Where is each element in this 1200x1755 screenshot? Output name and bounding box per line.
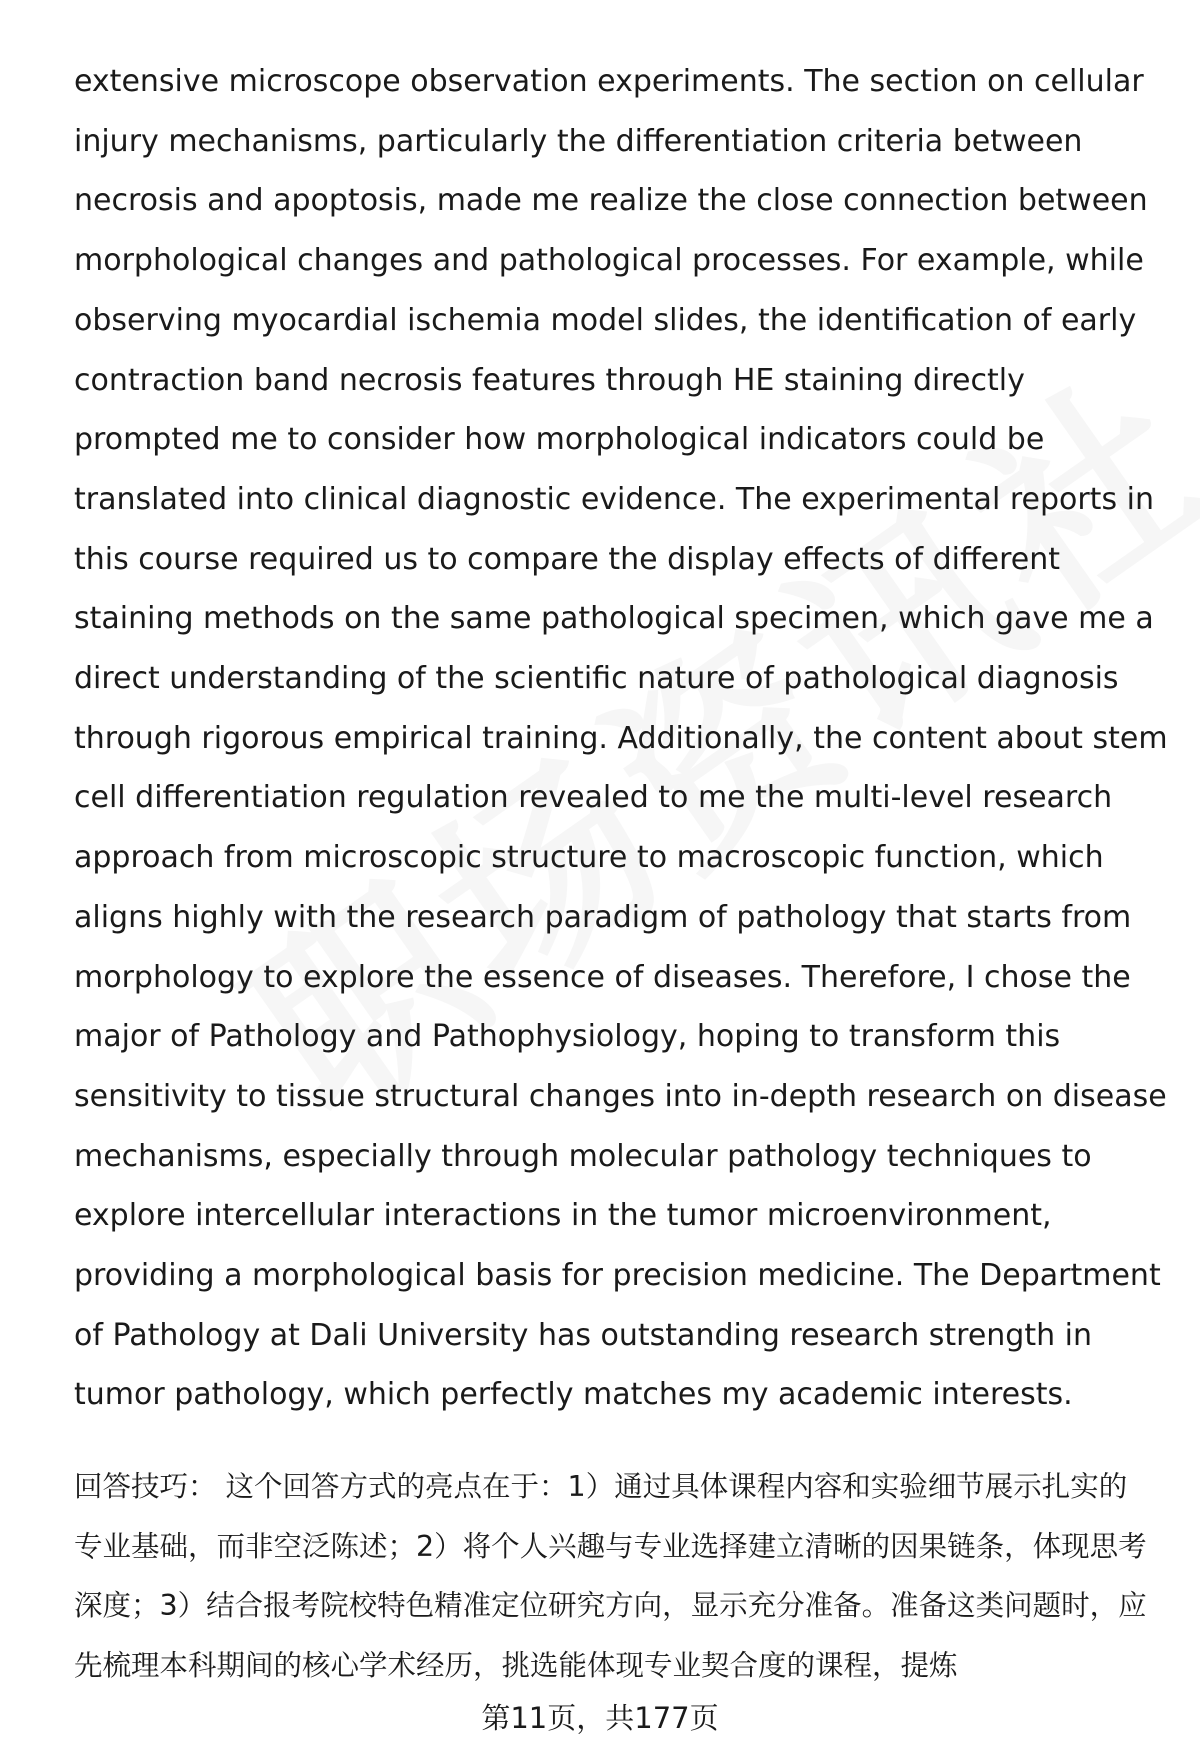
page-number: 第11页，共177页 — [481, 1701, 719, 1735]
answer-tips-paragraph: 回答技巧： 这个回答方式的亮点在于：1）通过具体课程内容和实验细节展示扎实的专业基础，而非空泛陈述；2）将个人兴趣与专业选择建立清晰的因果链条，体现思考深度；3）结合报考院校特色精准定位研究方向，显示充分准备。准备这类问题时，应先梳理本科期间的核心学术经历，挑选能体现专业契合度的课程，提炼 — [74, 1470, 1147, 1682]
answer-paragraph: extensive microscope observation experiments. The section on cellular injury mechanisms, particularly the differentiation criteria between necrosis and apoptosis, made me realize the close connection between morphological changes and pathological processes. For example, while observing myocardial ischemia model slides, the identification of early contraction band necrosis features through HE staining directly prompted me to consider how morphological indicators could be translated into clinical diagnostic evidence. The experimental reports in this course required us to compare the display effects of different staining methods on the same pathological specimen, which gave me a direct understanding of the scientific nature of pathological diagnosis through rigorous empirical training. Additionally, the content about stem cell differentiation regulation revealed to me the multi-level research approach from microscopic structure to macroscopic function, which aligns highly with the research paradigm of pathology that starts from morphology to explore the essence of diseases. Therefore, I chose the major of Pathology and Pathophysiology, hoping to transform this sensitivity to tissue structural changes into in-depth research on disease mechanisms, especially through molecular pathology techniques to explore intercellular interactions in the tumor microenvironment, providing a morphological basis for precision medicine. The Department of Pathology at Dali University has outstanding research strength in tumor pathology, which perfectly matches my academic interests. — [74, 64, 1168, 1413]
